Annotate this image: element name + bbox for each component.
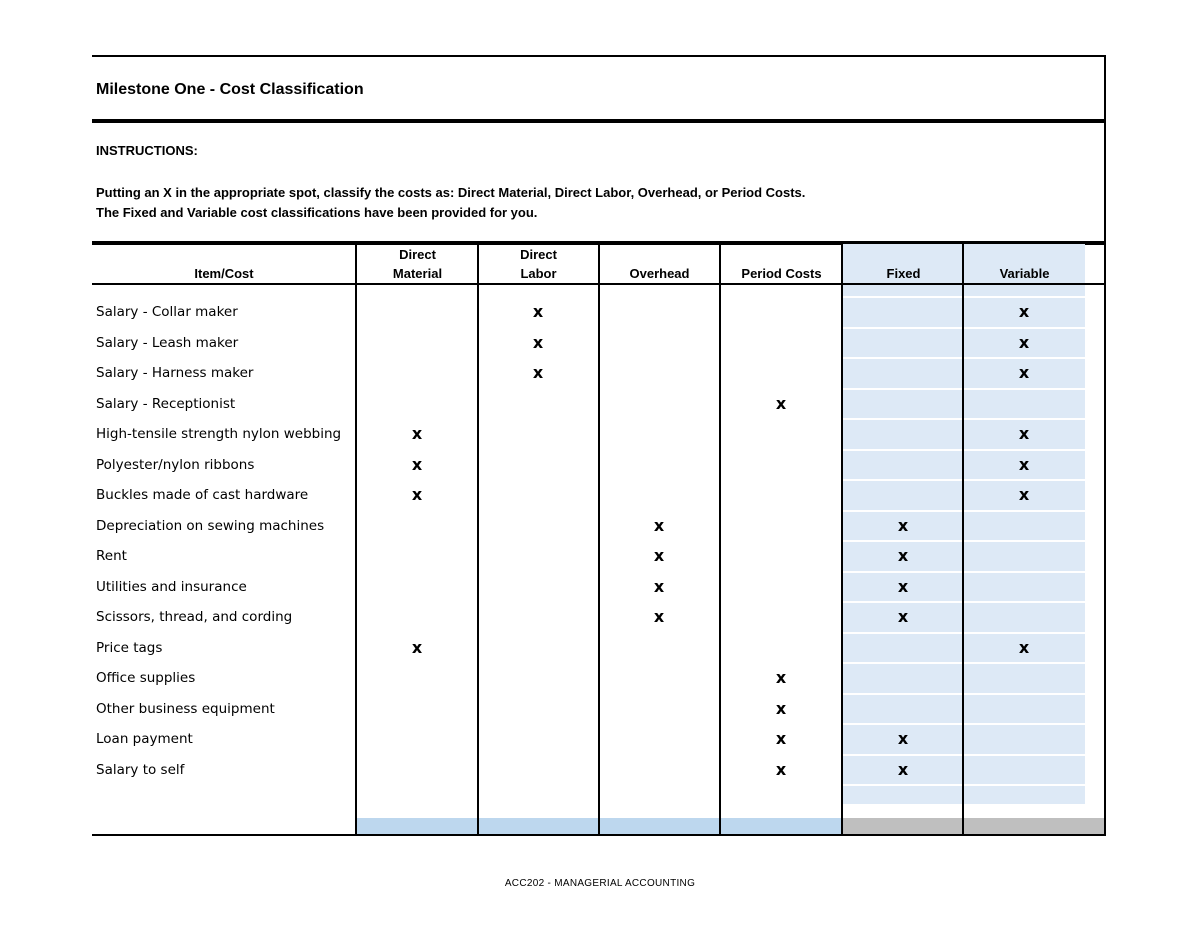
instructions-box (92, 123, 1106, 243)
x-mark-oh: x (653, 576, 665, 596)
row-separator (843, 571, 1085, 573)
header-direct-labor (478, 245, 599, 283)
x-mark-va: x (1018, 302, 1030, 321)
x-mark-fx: x (897, 759, 909, 779)
row-separator (843, 815, 1085, 817)
row-separator (843, 479, 1085, 481)
x-mark-va: x (1018, 363, 1030, 382)
row-label: Salary - Collar maker (96, 304, 238, 320)
x-mark-dl: x (532, 363, 544, 382)
x-mark-pc: x (775, 668, 787, 687)
x-mark-fx: x (897, 607, 909, 626)
row-label: Salary - Harness maker (96, 365, 254, 381)
x-mark-dl: x (532, 302, 544, 321)
x-mark-oh: x (653, 546, 665, 565)
x-mark-oh: x (653, 515, 665, 535)
header-overhead: Overhead (629, 266, 690, 281)
title-box (92, 55, 1106, 120)
column-line (962, 244, 964, 835)
worksheet (92, 55, 1106, 836)
row-label: High-tensile strength nylon webbing (96, 426, 342, 442)
row-separator (843, 662, 1085, 664)
row-separator (843, 296, 1085, 298)
header-direct-labor-line1: Direct (520, 247, 557, 262)
x-mark-fx: x (897, 546, 909, 565)
x-mark-pc: x (775, 698, 787, 718)
x-mark-dl: x (532, 332, 544, 352)
column-line (477, 244, 479, 835)
row-separator (843, 418, 1085, 420)
header-variable: Variable (999, 266, 1050, 281)
table-right-border (1104, 244, 1106, 835)
row-separator (843, 632, 1085, 634)
header-direct-labor-line2: Labor (520, 266, 557, 281)
header-direct-material-line2: Material (392, 266, 443, 281)
total-row-period-fill (721, 818, 843, 835)
row-label: Polyester/nylon ribbons (96, 456, 255, 473)
row-label: Salary - Leash maker (96, 334, 239, 351)
x-mark-pc: x (775, 759, 787, 779)
column-line (841, 244, 843, 835)
header-direct-material-line1: Direct (399, 247, 436, 262)
x-mark-va: x (1018, 637, 1030, 657)
x-mark-fx: x (897, 515, 909, 535)
x-mark-pc: x (775, 393, 787, 413)
row-separator (843, 388, 1085, 390)
row-separator (843, 784, 1085, 786)
x-mark-dm: x (411, 637, 423, 657)
row-label: Rent (96, 548, 127, 564)
row-label: Salary - Receptionist (96, 395, 236, 412)
header-item-cost: Item/Cost (194, 266, 254, 281)
column-line (598, 244, 600, 835)
row-label: Scissors, thread, and cording (96, 609, 293, 625)
x-mark-va: x (1018, 485, 1030, 504)
x-mark-va: x (1018, 332, 1030, 352)
instructions-heading: INSTRUCTIONS: (96, 143, 198, 158)
x-mark-fx: x (897, 576, 909, 596)
x-mark-pc: x (775, 729, 787, 748)
header-fixed: Fixed (886, 266, 921, 281)
x-mark-fx: x (897, 729, 909, 748)
row-separator (843, 693, 1085, 695)
header-period-costs: Period Costs (741, 266, 822, 281)
row-separator (843, 540, 1085, 542)
row-separator (843, 601, 1085, 603)
x-mark-dm: x (411, 454, 423, 474)
total-row-blue-fill (357, 818, 721, 835)
x-mark-va: x (1018, 454, 1030, 474)
row-label: Price tags (96, 639, 163, 656)
row-separator (843, 327, 1085, 329)
header-direct-material (357, 245, 478, 283)
row-label: Salary to self (96, 761, 185, 778)
x-mark-va: x (1018, 424, 1030, 443)
column-line (355, 244, 357, 835)
row-label: Utilities and insurance (96, 578, 247, 595)
row-separator (843, 510, 1085, 512)
row-separator (843, 449, 1085, 451)
instructions-line-1: Putting an X in the appropriate spot, classify the costs as: Direct Material, Direct Labor, Overhead, or Period Costs. (96, 185, 806, 200)
row-label: Office supplies (96, 670, 196, 686)
row-separator (843, 357, 1085, 359)
page-footer: ACC202 - MANAGERIAL ACCOUNTING (504, 878, 696, 889)
page-title: Milestone One - Cost Classification (96, 81, 364, 98)
instructions-line-2: The Fixed and Variable cost classifications have been provided for you. (96, 205, 538, 220)
row-label: Depreciation on sewing machines (96, 517, 325, 534)
row-label: Other business equipment (96, 700, 275, 717)
row-separator (843, 723, 1085, 725)
x-mark-oh: x (653, 607, 665, 626)
row-separator (843, 754, 1085, 756)
row-label: Loan payment (96, 731, 193, 747)
x-mark-dm: x (411, 485, 423, 504)
column-line (719, 244, 721, 835)
total-row-gray-fill (843, 818, 1106, 835)
row-label: Buckles made of cast hardware (96, 487, 309, 503)
x-mark-dm: x (411, 424, 423, 443)
